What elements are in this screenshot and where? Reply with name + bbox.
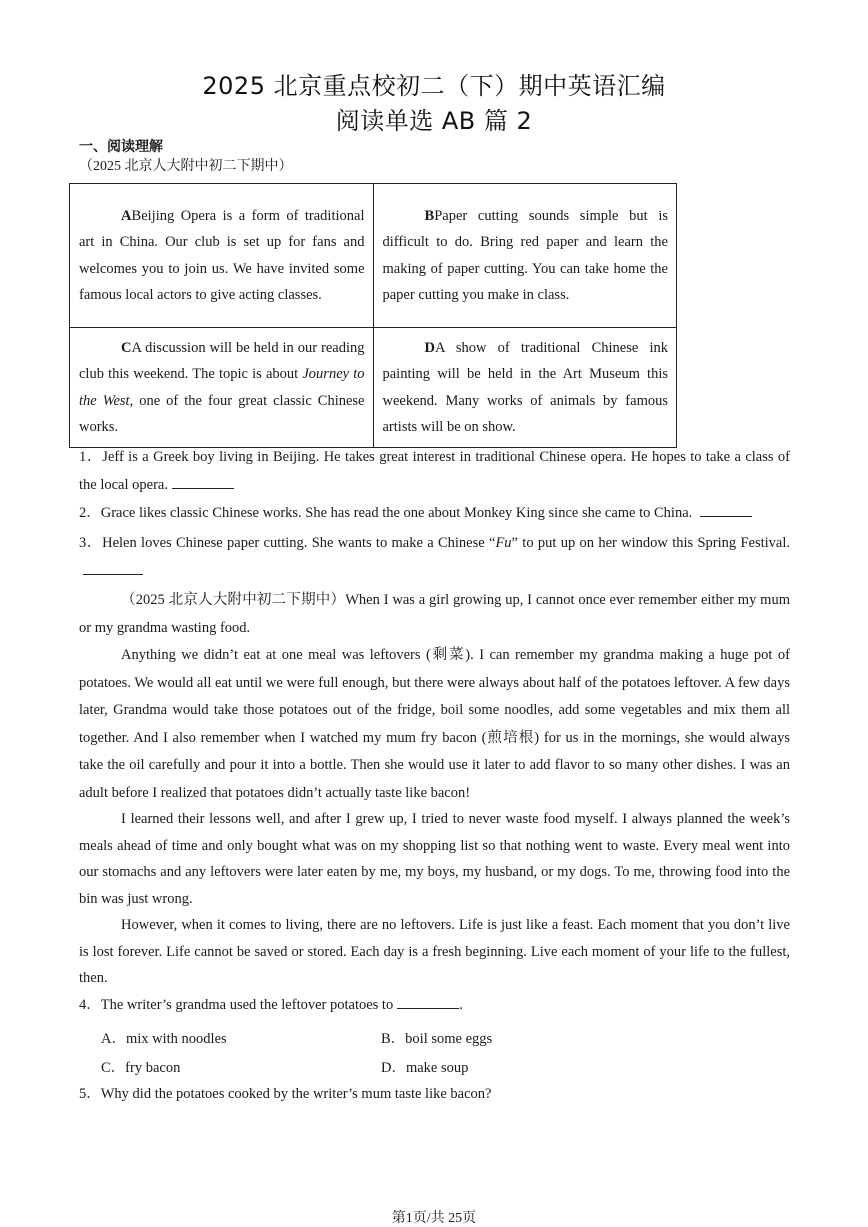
- ad-b-letter: B: [424, 207, 435, 224]
- answer-blank[interactable]: [397, 994, 459, 1009]
- ad-c-text-end: , one of the four great classic Chinese works.: [79, 392, 365, 435]
- ad-c-text: A discussion will be held in our reading club this weekend. The topic is about: [79, 339, 365, 382]
- passage-paragraph-3: I learned their lessons well, and after I grew up, I tried to never waste food myself. I always planned the week’s meals ahead of time and only bought what was on my shopping list so that nothing went to waste. Every meal went into our stomachs and any leftovers were later eaten by me, my boys, my husband, or my dogs. To me, throwing food into the bin was just wrong.: [79, 811, 790, 907]
- answer-blank[interactable]: [700, 502, 752, 517]
- question-1-text: 1．Jeff is a Greek boy living in Beijing. He takes great interest in traditional Chinese opera. He hopes to take a class of the local opera.: [79, 449, 790, 493]
- option-d[interactable]: D．make soup: [381, 1060, 469, 1076]
- option-a[interactable]: A．mix with noodles: [101, 1031, 227, 1047]
- ad-c-cell: [70, 328, 374, 448]
- document-title: 2025 北京重点校初二（下）期中英语汇编: [202, 72, 666, 100]
- section-heading: 一、阅读理解: [79, 139, 163, 155]
- question-4-text: 4．The writer’s grandma used the leftover potatoes to: [79, 997, 394, 1013]
- ad-d-cell: [373, 328, 677, 448]
- ad-d-text: A show of traditional Chinese ink painting will be held in the Art Museum this weekend. Many works of animals by famous artists will be on show.: [382, 339, 668, 435]
- page-footer: 第1页/共 25页: [391, 1211, 477, 1226]
- question-3-fu: Fu: [495, 535, 512, 551]
- ad-a-cell: [70, 184, 374, 328]
- question-3-text: 3．Helen loves Chinese paper cutting. She wants to make a Chinese “: [79, 535, 496, 551]
- question-3: [79, 530, 790, 585]
- option-c[interactable]: C．fry bacon: [101, 1060, 181, 1076]
- answer-blank[interactable]: [83, 560, 143, 575]
- answer-blank[interactable]: [172, 474, 234, 489]
- ad-a-text: Beijing Opera is a form of traditional art in China. Our club is set up for fans and welcomes you to join us. We have invited some famous local actors to give acting classes.: [79, 207, 365, 303]
- source-note: （2025 北京人大附中初二下期中）: [79, 159, 293, 174]
- document-subtitle: 阅读单选 AB 篇 2: [335, 107, 533, 135]
- passage-paragraph-4: However, when it comes to living, there are no leftovers. Life is just like a feast. Each moment that you don’t live is lost forever. Life cannot be saved or stored. Each day is a fresh beginning. Live each moment of your life to the fullest, then.: [79, 917, 790, 986]
- passage-paragraph-1: （2025 北京人大附中初二下期中）When I was a girl growing up, I cannot once ever remember either my mum or my grandma wasting food.: [79, 592, 790, 636]
- ads-table: [69, 183, 677, 448]
- passage-paragraph-2: Anything we didn’t eat at one meal was leftovers (剩菜). I can remember my grandma making a huge pot of potatoes. We would all eat until we were full enough, but there were always about half of the potatoes leftover. A few days later, Grandma would take those potatoes out of the fridge, boil some noodles, add some vegetables and mix them all together. And I also remember when I watched my mum fry bacon (煎培根) for us in the mornings, she would always take the oil carefully and pour it into a bottle. Then she would use it later to add flavor to so many other dishes. I was an adult before I realized that potatoes didn’t actually taste like bacon!: [79, 647, 790, 801]
- question-3-text-end: ” to put up on her window this Spring Festival.: [511, 535, 790, 551]
- question-5: 5．Why did the potatoes cooked by the writer’s mum taste like bacon?: [79, 1086, 492, 1102]
- ad-d-letter: D: [424, 339, 436, 356]
- question-4-end: .: [459, 997, 463, 1013]
- question-4: [79, 992, 790, 1020]
- question-2: [79, 500, 790, 528]
- ad-c-book-title: Journey to the West: [79, 366, 365, 409]
- option-b[interactable]: B．boil some eggs: [381, 1031, 493, 1047]
- question-1: [79, 444, 790, 499]
- ad-b-cell: [373, 184, 677, 328]
- ad-a-letter: A: [121, 207, 132, 224]
- ad-b-text: Paper cutting sounds simple but is difficult to do. Bring red paper and learn the making of paper cutting. You can take home the paper cutting you make in class.: [382, 207, 668, 303]
- question-2-text: 2．Grace likes classic Chinese works. She has read the one about Monkey King since she came to China.: [79, 505, 693, 521]
- ad-c-letter: C: [121, 339, 132, 356]
